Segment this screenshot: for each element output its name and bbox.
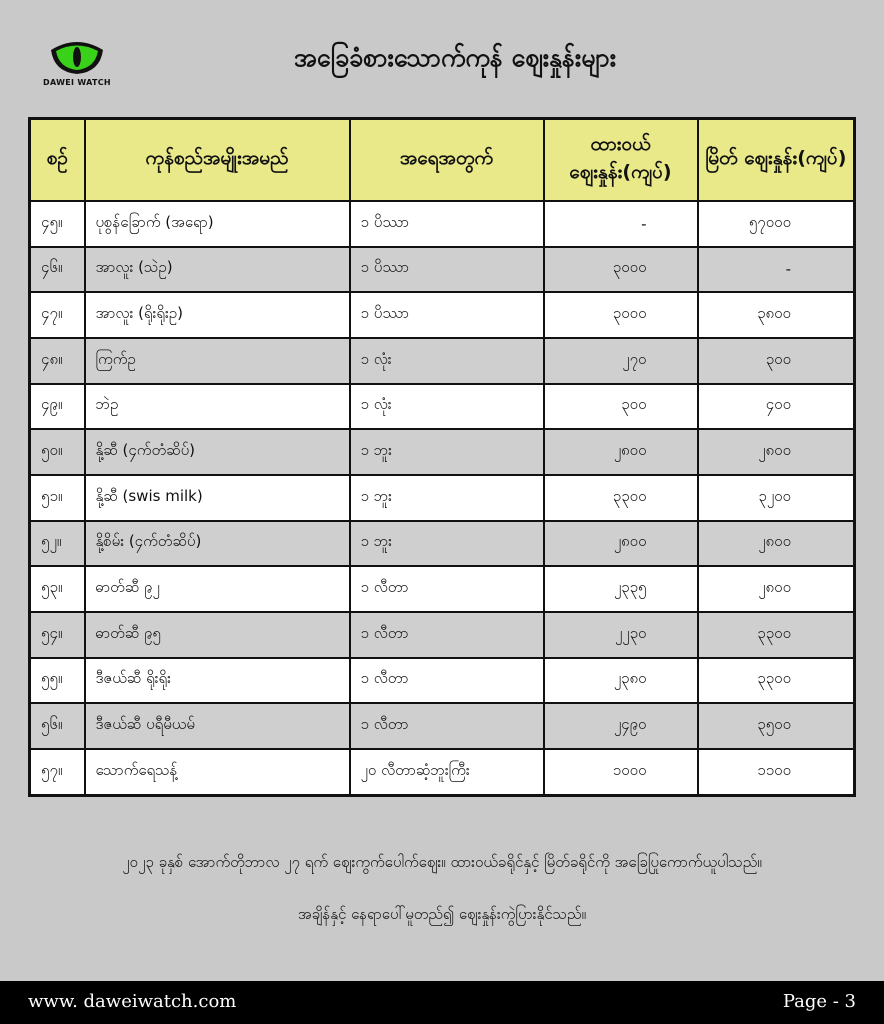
page-title: အခြေခံစားသောက်ကုန် ဈေးနှုန်းများ [293,43,617,72]
cell-quantity: ၁ ဘူး [350,429,544,475]
cell-dawei-price: ၃၀၀ [544,384,698,430]
table-row [30,566,855,612]
cell-quantity: ၁ ပိဿာ [350,201,544,247]
cell-item-name: ဓာတ်ဆီ ၉၅ [85,612,350,658]
note-disclaimer: အချိန်နှင့် နေရာပေါ်မူတည်၍ ဈေးနှုန်းကွဲပြားနိုင်သည်။ [297,905,587,923]
cell-no: ၄၈။ [30,338,85,384]
cell-myeik-price: ၂၈၀၀ [698,521,855,567]
table-row [30,247,855,293]
cell-myeik-price: ၂၈၀၀ [698,566,855,612]
cell-dawei-price: ၁၀၀၀ [544,749,698,796]
cell-dawei-price: ၂၂၃၀ [544,612,698,658]
cell-quantity: ၁ လုံး [350,338,544,384]
header-item-name: ကုန်စည်အမျိုးအမည် [85,119,350,202]
brand-name: DAWEI WATCH [43,78,111,87]
cell-dawei-price: ၂၃၃၅ [544,566,698,612]
cell-dawei-price: ၂၈၀၀ [544,429,698,475]
cell-item-name: အာလူး (ရိုးရိုးဥ) [85,292,350,338]
cell-quantity: ၁ လုံး [350,384,544,430]
cell-no: ၅၃။ [30,566,85,612]
cell-myeik-price: ၃၅၀၀ [698,703,855,749]
table-row [30,201,855,247]
cell-no: ၅၅။ [30,658,85,704]
cell-no: ၄၇။ [30,292,85,338]
table-row [30,338,855,384]
cell-myeik-price: ၃၈၀၀ [698,292,855,338]
table-row [30,703,855,749]
cell-quantity: ၁ ဘူး [350,521,544,567]
cell-myeik-price: ၂၈၀၀ [698,429,855,475]
cell-item-name: ကြက်ဥ [85,338,350,384]
cell-dawei-price: ၂၈၀၀ [544,521,698,567]
cell-dawei-price: ၃၀၀၀ [544,247,698,293]
cell-dawei-price: ၃၃၀၀ [544,475,698,521]
cell-no: ၅၄။ [30,612,85,658]
cell-quantity: ၁ လီတာ [350,612,544,658]
cell-item-name: ဒီဇယ်ဆီ ရိုးရိုး [85,658,350,704]
cell-no: ၄၉။ [30,384,85,430]
cell-dawei-price: ၃၀၀၀ [544,292,698,338]
cell-myeik-price: ၁၁၀၀ [698,749,855,796]
cell-no: ၅၁။ [30,475,85,521]
cell-item-name: အာလူး (သဲဥ) [85,247,350,293]
cell-quantity: ၁ ပိဿာ [350,247,544,293]
cell-quantity: ၁ ပိဿာ [350,292,544,338]
cell-dawei-price: ၂၃၈၀ [544,658,698,704]
cell-quantity: ၂၀ လီတာဆံ့ဘူးကြီး [350,749,544,796]
table-header-row [30,119,855,202]
cell-no: ၄၆။ [30,247,85,293]
cell-myeik-price: ၅၇၀၀၀ [698,201,855,247]
cell-dawei-price: ၂၄၉၀ [544,703,698,749]
price-table [28,117,856,797]
cell-no: ၅၆။ [30,703,85,749]
cell-item-name: နို့ဆီ (swis milk) [85,475,350,521]
table-row [30,475,855,521]
cell-myeik-price: ၄၀၀ [698,384,855,430]
cell-item-name: ဒီဇယ်ဆီ ပရီမီယမ် [85,703,350,749]
cell-no: ၅၂။ [30,521,85,567]
cell-no: ၅၀။ [30,429,85,475]
cell-item-name: သောက်ရေသန့် [85,749,350,796]
header-dawei-price: ထားဝယ် ဈေးနှုန်း(ကျပ်) [544,119,698,202]
cell-no: ၄၅။ [30,201,85,247]
eye-logo-icon [48,40,106,76]
table-row [30,749,855,796]
footer-website: www. daweiwatch.com [28,991,237,1012]
table-row [30,384,855,430]
cell-no: ၅၇။ [30,749,85,796]
cell-myeik-price: ၃၃၀၀ [698,658,855,704]
table-row [30,292,855,338]
cell-myeik-price: ၃၃၀၀ [698,612,855,658]
note-date-source: ၂၀၂၃ ခုနှစ် အောက်တိုဘာလ ၂၇ ရက် ဈေးကွက်ပေါက်ဈေး။ ထားဝယ်ခရိုင်နှင့် မြိတ်ခရိုင်ကို အခြေပြုကောက်ယူပါသည်။ [122,853,762,871]
cell-myeik-price: ၃၂၀၀ [698,475,855,521]
cell-item-name: နို့စိမ်း (၄က်တံဆိပ်) [85,521,350,567]
cell-item-name: နို့ဆီ (၄က်တံဆိပ်) [85,429,350,475]
cell-quantity: ၁ လီတာ [350,658,544,704]
cell-quantity: ၁ လီတာ [350,566,544,612]
footer [0,981,884,1024]
cell-myeik-price: ၃၀၀ [698,338,855,384]
header-quantity: အရေအတွက် [350,119,544,202]
table-row [30,429,855,475]
header-no: စဉ် [30,119,85,202]
table-row [30,612,855,658]
footer-page-number: Page - 3 [782,991,856,1012]
cell-dawei-price: ၂၇၀ [544,338,698,384]
cell-dawei-price: - [544,201,698,247]
cell-quantity: ၁ လီတာ [350,703,544,749]
logo [38,40,116,87]
cell-item-name: ပုစွန်ခြောက် (အရော) [85,201,350,247]
cell-myeik-price: - [698,247,855,293]
cell-quantity: ၁ ဘူး [350,475,544,521]
header-myeik-price: မြိတ် ဈေးနှုန်း(ကျပ်) [698,119,855,202]
table-row [30,521,855,567]
cell-item-name: ဓာတ်ဆီ ၉၂ [85,566,350,612]
cell-item-name: ဘဲဥ [85,384,350,430]
table-row [30,658,855,704]
